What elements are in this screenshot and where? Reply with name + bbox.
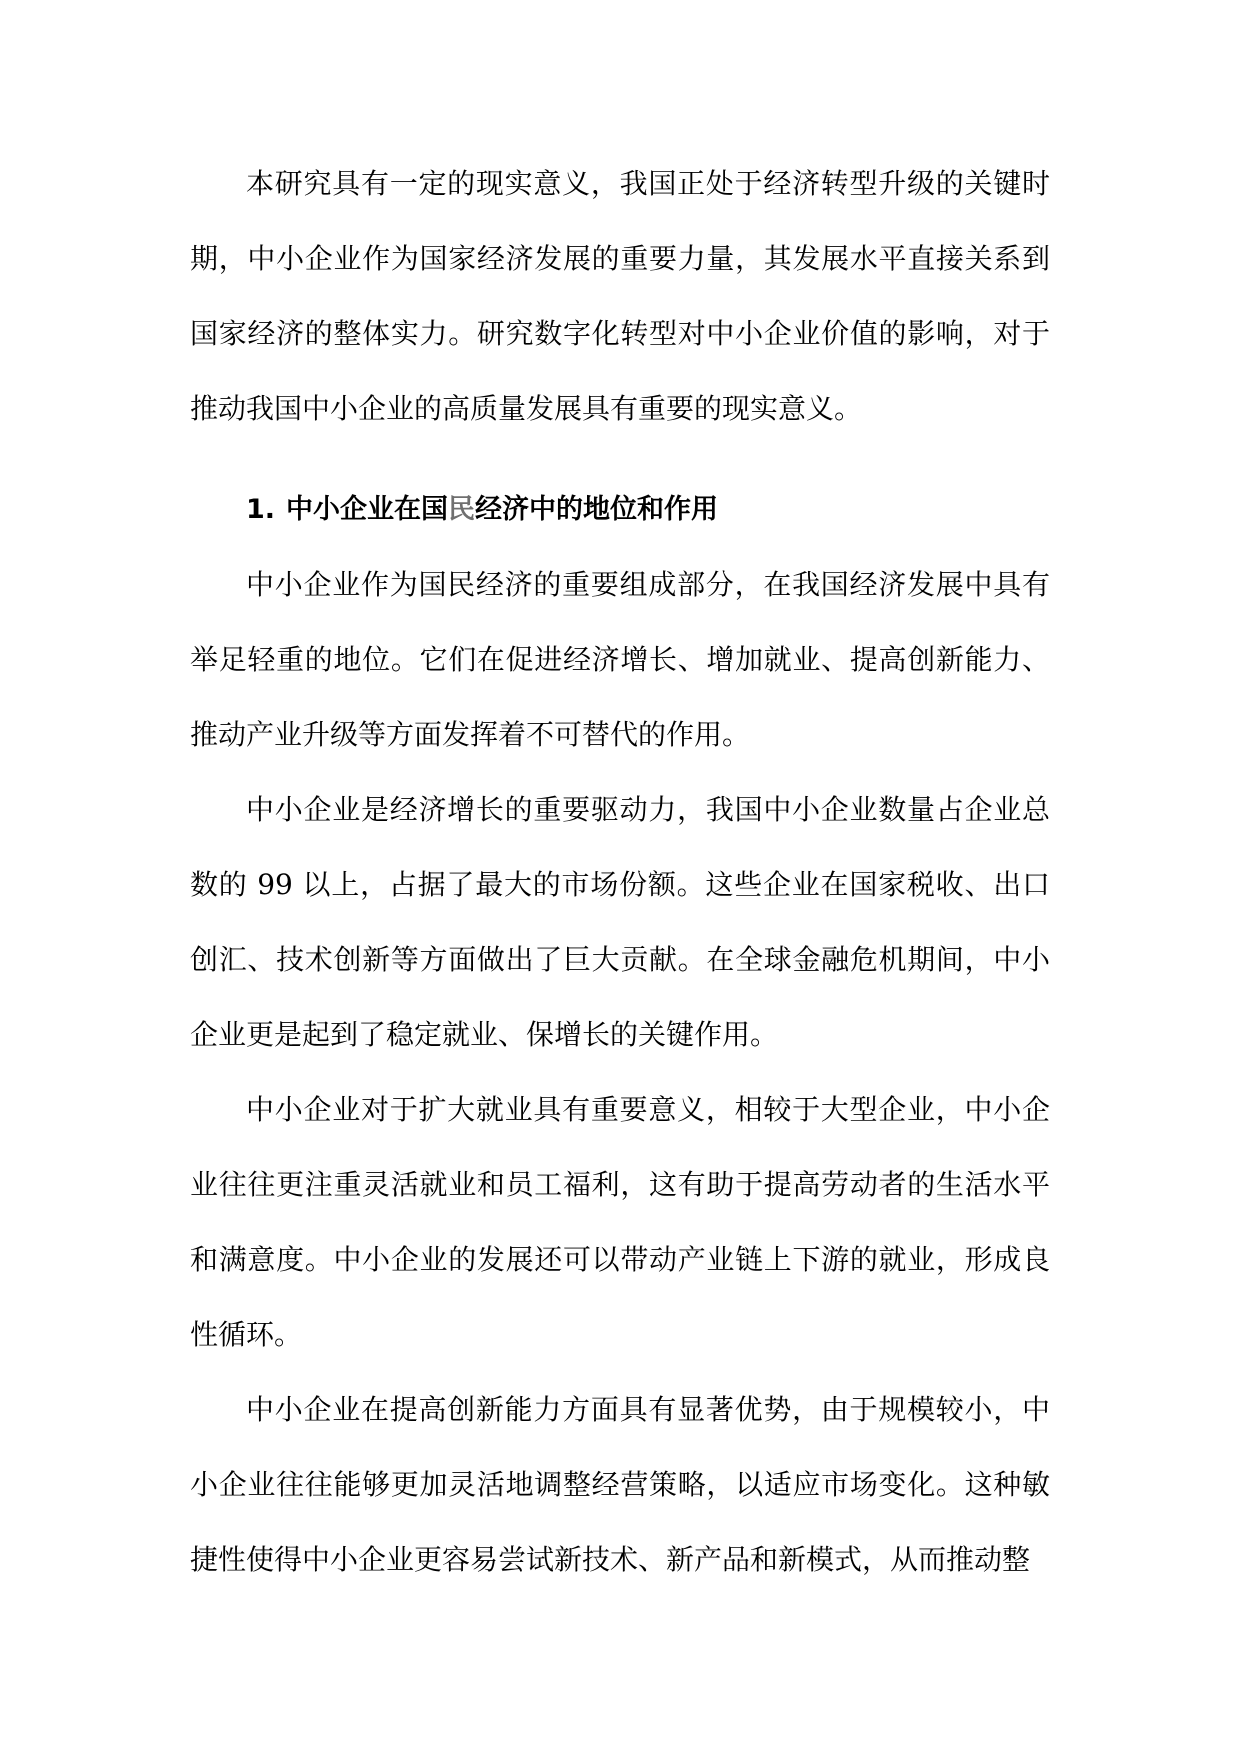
body-paragraph: 中小企业作为国民经济的重要组成部分，在我国经济发展中具有举足轻重的地位。它们在促进经济增长、增加就业、提高创新能力、推动产业升级等方面发挥着不可替代的作用。: [190, 568, 1050, 751]
section-title-part1: 中小企业在国: [286, 494, 448, 525]
section-title-highlight: 民: [448, 494, 475, 525]
section-title-part2: 经济中的地位和作用: [475, 494, 718, 525]
body-paragraph: 中小企业对于扩大就业具有重要意义，相较于大型企业，中小企业往往更注重灵活就业和员工福利，这有助于提高劳动者的生活水平和满意度。中小企业的发展还可以带动产业链上下游的就业，形成良性循环。: [190, 1093, 1050, 1351]
body-paragraph: 中小企业在提高创新能力方面具有显著优势，由于规模较小，中小企业往往能够更加灵活地调整经营策略，以适应市场变化。这种敏捷性使得中小企业更容易尝试新技术、新产品和新模式，从而推动整: [190, 1393, 1050, 1576]
section-number: 1.: [246, 494, 276, 525]
intro-paragraph: 本研究具有一定的现实意义，我国正处于经济转型升级的关键时期，中小企业作为国家经济发展的重要力量，其发展水平直接关系到国家经济的整体实力。研究数字化转型对中小企业价值的影响，对于推动我国中小企业的高质量发展具有重要的现实意义。: [190, 167, 1050, 425]
body-paragraph: 中小企业是经济增长的重要驱动力，我国中小企业数量占企业总数的 99 以上，占据了最大的市场份额。这些企业在国家税收、出口创汇、技术创新等方面做出了巨大贡献。在全球金融危机期间，中小企业更是起到了稳定就业、保增长的关键作用。: [190, 793, 1050, 1051]
section-heading: [190, 472, 1050, 547]
document-body: [190, 146, 1050, 1597]
